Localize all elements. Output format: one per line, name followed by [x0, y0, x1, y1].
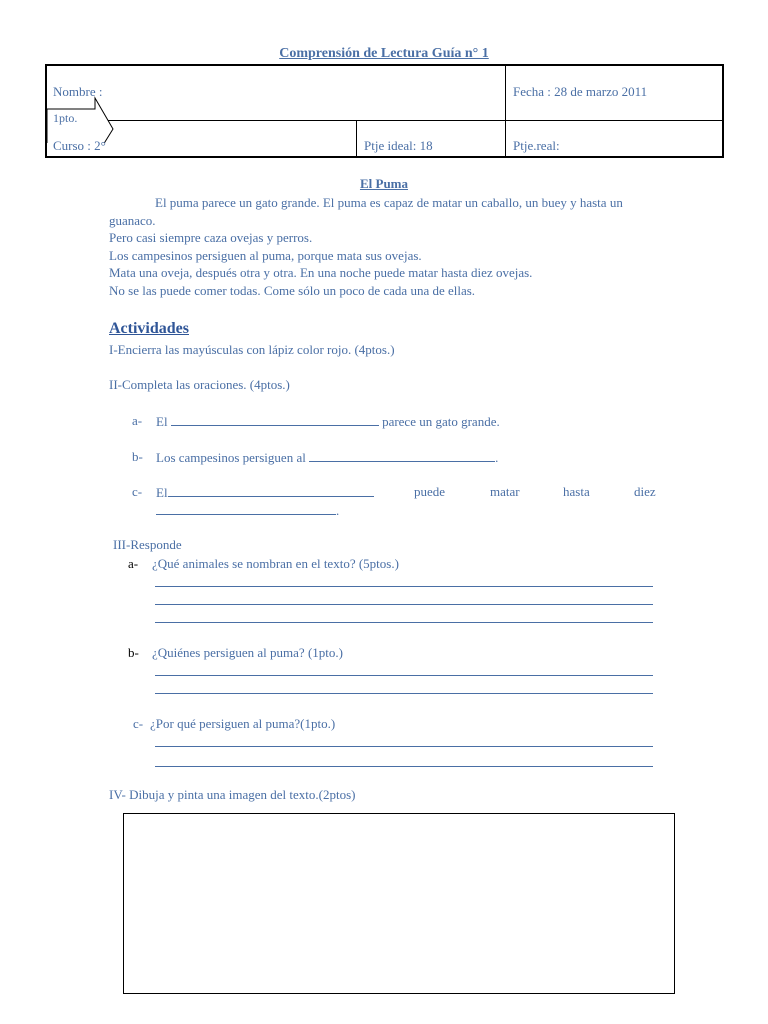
answer-line[interactable]	[155, 675, 653, 676]
list-marker: c-	[133, 716, 144, 731]
answer-line[interactable]	[155, 604, 653, 605]
sentence-a	[156, 413, 500, 430]
story-line: El puma parece un gato grande. El puma es capaz de matar un caballo, un buey y hasta un guanaco.	[109, 195, 623, 228]
activity-iv: IV- Dibuja y pinta una imagen del texto.(2ptos)	[109, 787, 356, 802]
header-table	[45, 64, 724, 158]
sentence-c	[156, 484, 374, 501]
header-column-divider	[356, 120, 357, 156]
activity-i: I-Encierra las mayúsculas con lápiz color rojo. (4ptos.)	[109, 342, 395, 357]
story-text	[109, 194, 669, 299]
question-b: ¿Quiénes persiguen al puma? (1pto.)	[152, 645, 343, 660]
answer-line[interactable]	[155, 766, 653, 767]
answer-line[interactable]	[155, 586, 653, 587]
sentence-c-cont	[156, 502, 339, 519]
sentence-b	[156, 449, 498, 466]
fill-blank[interactable]	[168, 484, 374, 497]
sentence-word: matar	[490, 484, 520, 499]
ptje-ideal-field: Ptje ideal: 18	[364, 138, 433, 153]
story-line: No se las puede comer todas. Come sólo un poco de cada una de ellas.	[109, 282, 476, 298]
nombre-field[interactable]: Nombre :	[53, 84, 103, 99]
fill-blank[interactable]	[156, 502, 336, 515]
sentence-word: puede	[414, 484, 446, 499]
activities-heading: Actividades	[109, 320, 189, 337]
sentence-text: Los campesinos persiguen al	[156, 450, 306, 465]
story-line: Mata una oveja, después otra y otra. En una noche puede matar hasta diez ovejas.	[109, 265, 533, 280]
fecha-field: Fecha : 28 de marzo 2011	[513, 84, 648, 99]
story-line: Pero casi siempre caza ovejas y perros.	[109, 230, 313, 245]
sentence-text: .	[336, 503, 340, 518]
answer-line[interactable]	[155, 622, 653, 623]
drawing-box[interactable]	[123, 813, 675, 994]
question-a: ¿Qué animales se nombran en el texto? (5ptos.)	[152, 556, 399, 571]
question-c: ¿Por qué persiguen al puma?(1pto.)	[150, 716, 336, 731]
header-divider	[47, 120, 722, 121]
sentence-word: hasta	[563, 484, 590, 499]
curso-field: Curso : 2°	[53, 138, 106, 153]
answer-line[interactable]	[155, 693, 653, 694]
sentence-text: El	[156, 414, 168, 429]
list-marker: b-	[132, 449, 143, 464]
ptje-real-field[interactable]: Ptje.real:	[513, 138, 560, 153]
fill-blank[interactable]	[171, 413, 379, 426]
page-title: Comprensión de Lectura Guía n° 1	[279, 46, 489, 61]
list-marker: b-	[128, 645, 139, 660]
story-line: Los campesinos persiguen al puma, porque mata sus ovejas.	[109, 247, 422, 263]
activity-iii: III-Responde	[113, 537, 182, 552]
list-marker: a-	[128, 556, 139, 571]
sentence-text: parece un gato grande.	[382, 414, 500, 429]
points-label: 1pto.	[53, 111, 78, 125]
sentence-word: diez	[634, 484, 656, 499]
sentence-text: El	[156, 485, 168, 500]
list-marker: c-	[132, 484, 143, 499]
fill-blank[interactable]	[309, 449, 495, 462]
story-title: El Puma	[359, 176, 409, 191]
header-column-divider	[505, 66, 506, 156]
list-marker: a-	[132, 413, 143, 428]
answer-line[interactable]	[155, 746, 653, 747]
activity-ii: II-Completa las oraciones. (4ptos.)	[109, 377, 290, 392]
sentence-text: .	[495, 450, 499, 465]
